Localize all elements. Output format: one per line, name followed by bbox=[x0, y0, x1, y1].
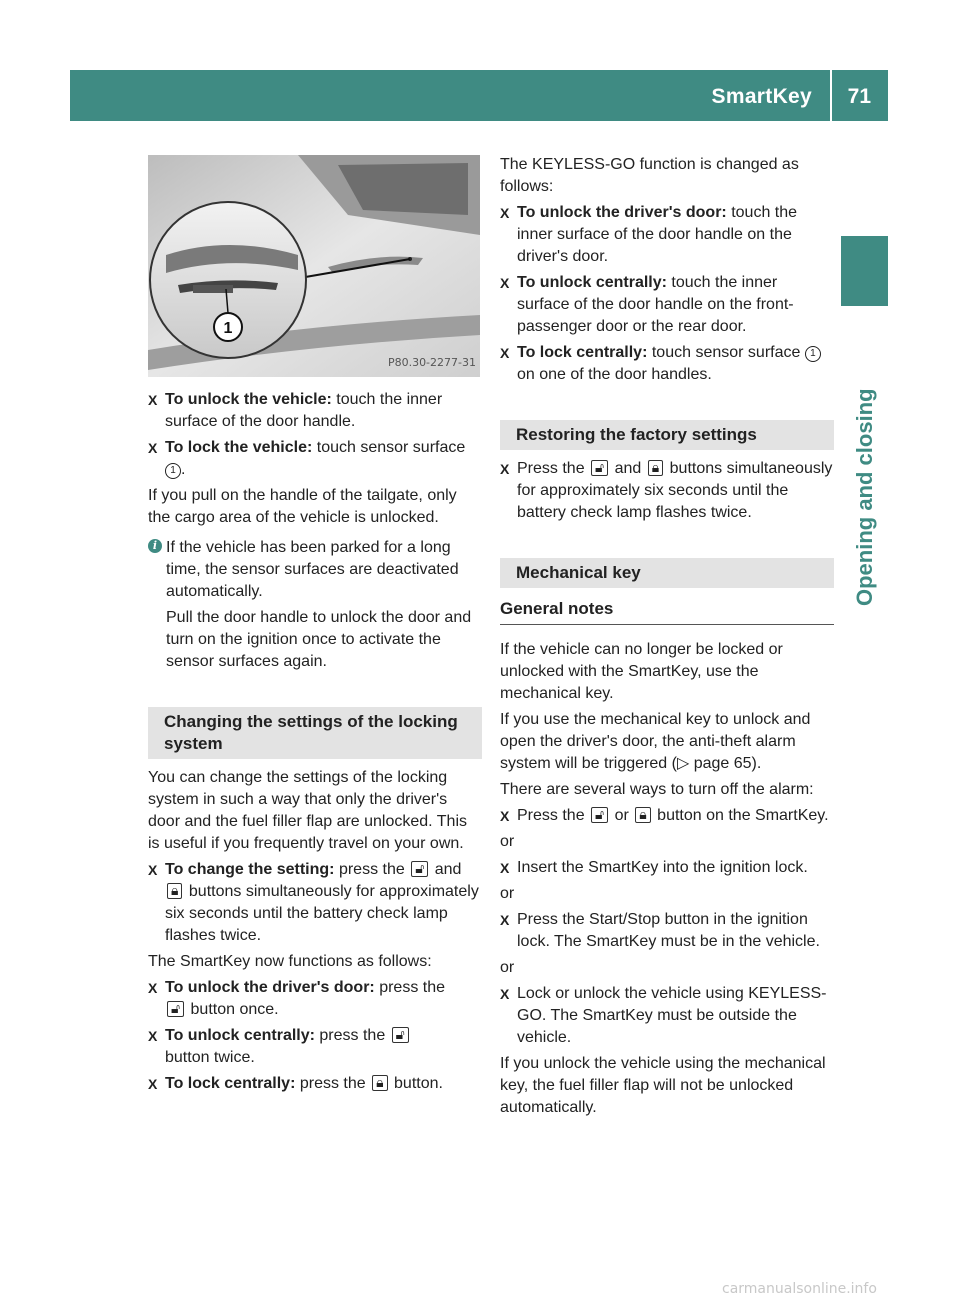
step-text: button once. bbox=[190, 1001, 279, 1018]
side-tab-label: Opening and closing bbox=[852, 388, 877, 606]
header-title: SmartKey bbox=[711, 85, 812, 108]
step-text: buttons simultaneously for approximately six seconds until the battery check lamp flashes twice. bbox=[165, 883, 479, 944]
step-text: Press the bbox=[517, 460, 585, 477]
step-kg-unlock-centrally bbox=[500, 272, 834, 338]
unlock-icon: 🔓︎ bbox=[411, 861, 428, 877]
step-marker-icon: X bbox=[148, 392, 158, 408]
info-text-1: If the vehicle has been parked for a long time, the sensor surfaces are deactivated automatically. bbox=[166, 539, 459, 600]
step-text: and bbox=[434, 861, 462, 878]
step-title: To lock centrally: bbox=[517, 344, 648, 361]
step-title: To unlock the vehicle: bbox=[165, 391, 332, 408]
header-separator bbox=[830, 70, 832, 121]
door-handle-figure bbox=[148, 155, 480, 377]
step-title: To lock centrally: bbox=[165, 1075, 296, 1092]
header-bar bbox=[70, 70, 888, 121]
step-insert-key bbox=[500, 857, 834, 879]
step-unlock-centrally bbox=[148, 1025, 482, 1069]
step-marker-icon: X bbox=[148, 1028, 158, 1044]
step-marker-icon: X bbox=[500, 275, 510, 291]
info-icon: i bbox=[148, 539, 162, 553]
locking-settings-paragraph: You can change the settings of the locking system in such a way that only the driver's door and the fuel filler flap are unlocked. This is useful if you frequently travel on your own. bbox=[148, 769, 468, 852]
step-marker-icon: X bbox=[500, 345, 510, 361]
right-column bbox=[500, 154, 834, 1123]
section-heading-factory-settings: Restoring the factory settings bbox=[500, 420, 834, 450]
step-text: Press the Start/Stop button in the ignition lock. The SmartKey must be in the vehicle. bbox=[517, 911, 820, 950]
page-number: 71 bbox=[847, 85, 871, 108]
left-column bbox=[148, 155, 482, 1099]
step-end: . bbox=[181, 461, 186, 478]
door-handle-illustration bbox=[148, 155, 480, 377]
tailgate-paragraph: If you pull on the handle of the tailgate, only the cargo area of the vehicle is unlocked. bbox=[148, 487, 457, 526]
step-title: To unlock the driver's door: bbox=[165, 979, 375, 996]
step-marker-icon: X bbox=[148, 1076, 158, 1092]
lock-icon: 🔒︎ bbox=[372, 1075, 387, 1091]
callout-ref: 1 bbox=[165, 463, 181, 479]
figure-code: P80.30-2277-31 bbox=[387, 356, 476, 369]
step-marker-icon: X bbox=[500, 808, 510, 824]
step-text: and bbox=[614, 460, 642, 477]
step-unlock-driver-door bbox=[148, 977, 482, 1021]
step-text: on one of the door handles. bbox=[517, 366, 712, 383]
info-note bbox=[148, 537, 482, 673]
unlock-icon: 🔓︎ bbox=[167, 1001, 184, 1017]
step-restore-factory bbox=[500, 458, 834, 524]
step-press-button bbox=[500, 805, 834, 827]
info-text-2: Pull the door handle to unlock the door and turn on the ignition once to activate the sensor surfaces again. bbox=[166, 609, 472, 670]
step-marker-icon: X bbox=[148, 980, 158, 996]
unlock-icon: 🔓︎ bbox=[591, 807, 608, 823]
lock-icon: 🔒︎ bbox=[167, 883, 182, 899]
lock-icon: 🔒︎ bbox=[635, 807, 650, 823]
step-text: press the bbox=[319, 1027, 386, 1044]
step-text: press the bbox=[379, 979, 446, 996]
step-title: To unlock centrally: bbox=[165, 1027, 315, 1044]
or-label: or bbox=[500, 833, 515, 850]
step-start-stop bbox=[500, 909, 834, 953]
step-marker-icon: X bbox=[148, 862, 158, 878]
step-title: To change the setting: bbox=[165, 861, 335, 878]
step-unlock-vehicle bbox=[148, 389, 482, 433]
alarm-paragraph: If you use the mechanical key to unlock and open the driver's door, the anti-theft alarm system will be triggered (▷ page 65). bbox=[500, 711, 811, 772]
step-text: press the bbox=[338, 861, 405, 878]
mechanical-key-paragraph: If the vehicle can no longer be locked or unlocked with the SmartKey, use the mechanical key. bbox=[500, 641, 783, 702]
or-label: or bbox=[500, 885, 515, 902]
step-text: touch the inner surface of the door handle. bbox=[165, 391, 443, 430]
step-text: Lock or unlock the vehicle using KEYLESS-GO. The SmartKey must be outside the vehicle. bbox=[517, 985, 827, 1046]
step-change-setting bbox=[148, 859, 482, 947]
callout-number: 1 bbox=[223, 320, 233, 337]
section-heading-locking-settings: Changing the settings of the locking system bbox=[148, 707, 482, 759]
step-title: To unlock centrally: bbox=[517, 274, 667, 291]
functions-paragraph: The SmartKey now functions as follows: bbox=[148, 953, 432, 970]
step-title: To lock the vehicle: bbox=[165, 439, 313, 456]
step-lock-centrally bbox=[148, 1073, 482, 1095]
footer-watermark: carmanualsonline.info bbox=[722, 1281, 877, 1297]
step-text: button. bbox=[394, 1075, 443, 1092]
step-text: touch sensor surface bbox=[316, 439, 466, 456]
step-text: buttons simultaneously for approximately six seconds until the battery check lamp flashes twice. bbox=[517, 460, 833, 521]
step-text: Insert the SmartKey into the ignition lock. bbox=[517, 859, 808, 876]
step-text: button on the SmartKey. bbox=[657, 807, 829, 824]
step-kg-lock-centrally bbox=[500, 342, 834, 386]
or-label: or bbox=[500, 959, 515, 976]
keyless-go-paragraph: The KEYLESS-GO function is changed as follows: bbox=[500, 156, 799, 195]
fuel-flap-paragraph: If you unlock the vehicle using the mechanical key, the fuel filler flap will not be unlocked automatically. bbox=[500, 1055, 826, 1116]
lock-icon: 🔒︎ bbox=[648, 460, 663, 476]
callout-ref: 1 bbox=[805, 346, 821, 362]
step-text: touch sensor surface bbox=[651, 344, 801, 361]
step-text: touch the inner surface of the door handle on the front-passenger door or the rear door. bbox=[517, 274, 794, 335]
step-keyless-go bbox=[500, 983, 834, 1049]
step-kg-unlock-driver bbox=[500, 202, 834, 268]
step-marker-icon: X bbox=[500, 461, 510, 477]
step-text: press the bbox=[299, 1075, 366, 1092]
step-marker-icon: X bbox=[148, 440, 158, 456]
subheading-general-notes: General notes bbox=[500, 598, 834, 625]
step-text: button twice. bbox=[165, 1049, 255, 1066]
unlock-icon: 🔓︎ bbox=[392, 1027, 409, 1043]
step-text: or bbox=[614, 807, 629, 824]
step-title: To unlock the driver's door: bbox=[517, 204, 727, 221]
unlock-icon: 🔓︎ bbox=[591, 460, 608, 476]
step-marker-icon: X bbox=[500, 860, 510, 876]
turn-off-alarm-paragraph: There are several ways to turn off the alarm: bbox=[500, 781, 814, 798]
step-lock-vehicle bbox=[148, 437, 482, 481]
step-marker-icon: X bbox=[500, 205, 510, 221]
step-marker-icon: X bbox=[500, 912, 510, 928]
side-tab-block bbox=[841, 236, 888, 306]
step-marker-icon: X bbox=[500, 986, 510, 1002]
step-text: touch the inner surface of the door handle on the driver's door. bbox=[517, 204, 798, 265]
step-text: Press the bbox=[517, 807, 585, 824]
section-heading-mechanical-key: Mechanical key bbox=[500, 558, 834, 588]
